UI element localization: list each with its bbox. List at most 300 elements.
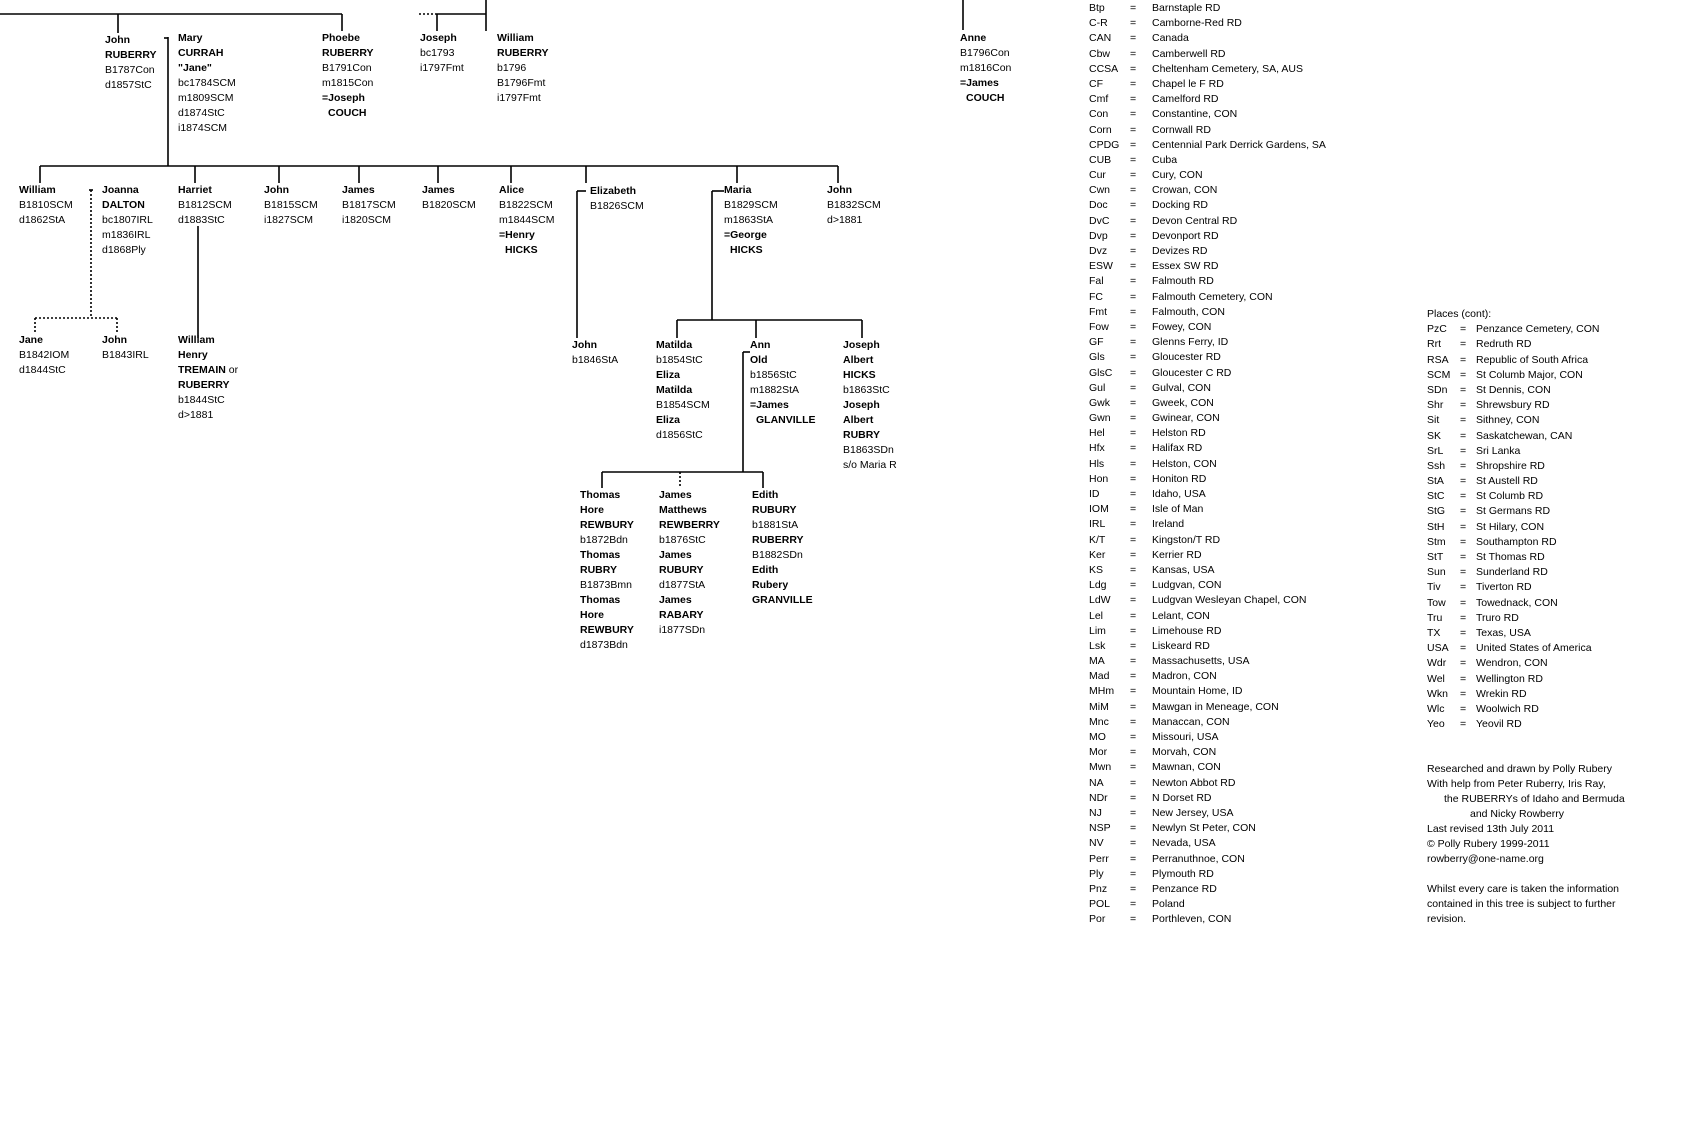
legend-row — [1089, 350, 1326, 365]
legend-place: Cury, CON — [1152, 169, 1203, 182]
person-maria — [724, 183, 778, 258]
legend-place: Nevada, USA — [1152, 837, 1216, 850]
birth: b1872Bdn — [580, 534, 628, 546]
legend-code: FC — [1089, 290, 1103, 303]
legend-equals: = — [1460, 551, 1467, 563]
birth: B1842IOM — [19, 349, 70, 361]
birth: B1843IRL — [102, 349, 149, 361]
person-john-1815 — [264, 183, 318, 228]
legend-equals: = — [1460, 642, 1467, 655]
legend-row — [1089, 214, 1326, 229]
legend-place: Mawgan in Meneage, CON — [1152, 700, 1279, 713]
legend-row — [1089, 593, 1326, 608]
legend-row — [1089, 259, 1326, 274]
legend-row — [1089, 153, 1326, 168]
death: d1877StA — [659, 579, 706, 591]
legend-code: SrL — [1427, 444, 1444, 457]
given-name: Joseph — [420, 32, 457, 44]
legend-code: MA — [1089, 655, 1105, 668]
legend-row — [1089, 806, 1326, 821]
legend-row — [1089, 47, 1326, 62]
legend-row — [1427, 504, 1600, 519]
legend-equals: = — [1460, 657, 1467, 670]
legend-equals: = — [1130, 77, 1137, 90]
legend-code: Dvz — [1089, 245, 1108, 257]
alt-given-name: James — [659, 549, 692, 561]
birth: b1846StA — [572, 354, 619, 366]
legend-code: Cmf — [1089, 93, 1109, 106]
legend-code: K/T — [1089, 533, 1106, 546]
parent-note: s/o Maria R — [843, 459, 897, 471]
marriage: m1815Con — [322, 77, 374, 89]
legend-row — [1089, 138, 1326, 153]
legend-code: C-R — [1089, 17, 1108, 30]
legend-row — [1089, 426, 1326, 441]
birth: B1832SCM — [827, 199, 881, 211]
given-name: William — [497, 32, 534, 44]
legend-code: LdW — [1089, 594, 1111, 607]
surname: DALTON — [102, 199, 145, 211]
places-cont-list — [1427, 322, 1600, 732]
legend-code: NSP — [1089, 822, 1111, 835]
legend-code: Wlc — [1427, 702, 1445, 715]
legend-row — [1089, 821, 1326, 836]
legend-equals: = — [1130, 275, 1137, 288]
legend-code: CF — [1089, 77, 1103, 90]
legend-place: St Columb RD — [1476, 490, 1544, 503]
alt-surname: RUBERRY — [752, 534, 804, 546]
legend-equals: = — [1130, 108, 1137, 121]
legend-place: Tiverton RD — [1476, 581, 1532, 594]
legend-row — [1089, 62, 1326, 77]
places-legend-continued — [1427, 307, 1600, 732]
legend-row — [1427, 398, 1600, 413]
legend-equals: = — [1130, 381, 1137, 394]
legend-place: Newlyn St Peter, CON — [1152, 822, 1256, 835]
legend-place: Southampton RD — [1476, 535, 1557, 548]
legend-place: Centennial Park Derrick Gardens, SA — [1152, 138, 1326, 151]
legend-equals: = — [1460, 490, 1467, 503]
surname: RUBURY — [752, 504, 797, 516]
alt-name-3: Eliza — [656, 414, 680, 426]
person-john-1843 — [102, 333, 149, 363]
legend-row — [1089, 92, 1326, 107]
person-james-rewberry — [659, 488, 720, 638]
legend-code: Gwn — [1089, 412, 1111, 425]
legend-place: Shrewsbury RD — [1476, 399, 1550, 412]
legend-equals: = — [1130, 639, 1137, 652]
given-name: James — [422, 184, 455, 196]
legend-place: Devizes RD — [1152, 245, 1208, 257]
legend-row — [1089, 31, 1326, 46]
legend-place: Truro RD — [1476, 611, 1519, 624]
person-jane — [19, 333, 69, 378]
legend-code: SCM — [1427, 368, 1451, 381]
legend-code: Wel — [1427, 672, 1445, 685]
revision-date: Last revised 13th July 2011 — [1427, 823, 1555, 835]
legend-place: Redruth RD — [1476, 338, 1532, 351]
legend-place: Wrekin RD — [1476, 687, 1527, 700]
legend-equals: = — [1130, 503, 1137, 516]
legend-row — [1427, 596, 1600, 611]
legend-row — [1427, 489, 1600, 504]
burial: i1827SCM — [264, 214, 314, 226]
legend-row — [1089, 533, 1326, 548]
death: d1883StC — [178, 214, 225, 226]
legend-place: Constantine, CON — [1152, 108, 1238, 121]
legend-place: St Thomas RD — [1476, 551, 1545, 563]
legend-row — [1089, 441, 1326, 456]
legend-code: Corn — [1089, 123, 1112, 136]
legend-row — [1089, 791, 1326, 806]
given-name: James — [342, 184, 375, 196]
legend-equals: = — [1130, 396, 1137, 409]
legend-equals: = — [1130, 822, 1137, 835]
alt-surname-2: RABARY — [659, 609, 704, 621]
legend-place: Kingston/T RD — [1152, 533, 1221, 546]
legend-code: Fow — [1089, 320, 1109, 333]
legend-equals: = — [1460, 323, 1467, 336]
legend-code: NA — [1089, 776, 1104, 789]
legend-place: Penzance Cemetery, CON — [1476, 323, 1600, 336]
legend-place: Wendron, CON — [1476, 657, 1548, 670]
birth: bc1807IRL — [102, 214, 153, 226]
legend-row — [1089, 548, 1326, 563]
legend-row — [1089, 624, 1326, 639]
spouse-name: =James — [750, 399, 789, 411]
legend-place: Plymouth RD — [1152, 867, 1214, 880]
legend-code: NV — [1089, 837, 1104, 850]
middle-name: Matthews — [659, 504, 707, 516]
given-name: Anne — [960, 32, 987, 44]
legend-code: IOM — [1089, 503, 1109, 516]
legend-equals: = — [1130, 169, 1137, 182]
legend-place: St Dennis, CON — [1476, 383, 1551, 396]
legend-equals: = — [1130, 17, 1137, 30]
legend-place: Massachusetts, USA — [1152, 655, 1250, 668]
legend-row — [1427, 337, 1600, 352]
legend-code: Wdr — [1427, 657, 1447, 670]
alt-name: Eliza — [656, 369, 680, 381]
spouse-surname: COUCH — [328, 107, 367, 119]
legend-row — [1089, 852, 1326, 867]
legend-equals: = — [1460, 672, 1467, 685]
legend-code: Ply — [1089, 867, 1104, 880]
legend-equals: = — [1460, 596, 1467, 609]
legend-code: Lsk — [1089, 639, 1106, 652]
legend-row — [1427, 383, 1600, 398]
person-alice — [499, 183, 554, 258]
legend-row — [1427, 459, 1600, 474]
legend-code: IRL — [1089, 518, 1106, 531]
legend-place: Republic of South Africa — [1476, 353, 1589, 366]
married-surname: GRANVILLE — [752, 594, 813, 606]
legend-code: Gls — [1089, 351, 1105, 364]
birth: bc1793 — [420, 47, 455, 59]
legend-equals: = — [1130, 898, 1137, 911]
burial: i1797Fmt — [420, 62, 464, 74]
legend-equals: = — [1130, 731, 1137, 743]
birth: B1829SCM — [724, 199, 778, 211]
legend-place: Morvah, CON — [1152, 746, 1217, 759]
person-harriet — [178, 183, 232, 228]
legend-place: Isle of Man — [1152, 503, 1204, 516]
legend-row — [1089, 168, 1326, 183]
legend-code: Stm — [1427, 535, 1446, 548]
legend-equals: = — [1130, 290, 1137, 303]
given-name: William — [178, 334, 215, 346]
birth-alt: B1882SDn — [752, 549, 803, 561]
legend-row — [1089, 274, 1326, 289]
legend-place: Falmouth, CON — [1152, 305, 1225, 318]
legend-place: Newton Abbot RD — [1152, 776, 1236, 789]
birth-alt: B1863SDn — [843, 444, 894, 456]
legend-place: Kerrier RD — [1152, 548, 1202, 561]
legend-row — [1089, 244, 1326, 259]
legend-place: Docking RD — [1152, 199, 1209, 212]
legend-equals: = — [1130, 260, 1137, 273]
death: d>1881 — [827, 214, 863, 226]
surname: RUBERRY — [322, 47, 374, 59]
legend-row — [1427, 368, 1600, 383]
legend-equals: = — [1130, 776, 1137, 789]
legend-row — [1089, 411, 1326, 426]
legend-equals: = — [1130, 700, 1137, 713]
legend-row — [1089, 745, 1326, 760]
legend-code: CCSA — [1089, 62, 1119, 75]
given-name: Harriet — [178, 184, 212, 196]
legend-code: StT — [1427, 551, 1444, 563]
legend-code: GlsC — [1089, 366, 1113, 379]
legend-place: New Jersey, USA — [1152, 806, 1234, 819]
legend-code: Lel — [1089, 609, 1104, 622]
birth: b1856StC — [750, 369, 797, 381]
legend-code: MO — [1089, 731, 1106, 743]
person-william-1810 — [19, 183, 73, 228]
legend-place: Saskatchewan, CAN — [1476, 429, 1573, 442]
legend-place: Chapel le F RD — [1152, 77, 1224, 90]
legend-equals: = — [1460, 581, 1467, 594]
legend-equals: = — [1460, 459, 1467, 472]
person-matilda — [656, 338, 710, 443]
legend-code: Pnz — [1089, 882, 1108, 895]
marriage: m1836IRL — [102, 229, 151, 241]
middle-name: Henry — [178, 349, 208, 361]
legend-code: Doc — [1089, 199, 1108, 212]
legend-equals: = — [1460, 718, 1467, 731]
legend-row — [1427, 580, 1600, 595]
contact-email: rowberry@one-name.org — [1427, 853, 1544, 865]
legend-place: Missouri, USA — [1152, 731, 1219, 743]
legend-equals: = — [1130, 305, 1137, 318]
person-thomas-rewbury — [580, 488, 634, 653]
spouse-surname: HICKS — [505, 244, 538, 256]
given-name: Edith — [752, 489, 779, 501]
legend-equals: = — [1130, 882, 1137, 895]
legend-equals: = — [1130, 123, 1137, 136]
legend-place: Ireland — [1152, 518, 1185, 531]
surname: Old — [750, 354, 768, 366]
spouse-surname: COUCH — [966, 92, 1005, 104]
legend-equals: = — [1130, 563, 1137, 576]
legend-equals: = — [1460, 414, 1467, 427]
given-name: Jane — [19, 334, 43, 346]
legend-row — [1089, 183, 1326, 198]
given-name: William — [19, 184, 56, 196]
legend-place: Devonport RD — [1152, 229, 1219, 242]
legend-equals: = — [1460, 505, 1467, 518]
legend-row — [1427, 565, 1600, 580]
alt-surname: RUBURY — [659, 564, 704, 576]
legend-code: Tiv — [1427, 581, 1441, 594]
legend-equals: = — [1130, 336, 1137, 349]
credit-line: Researched and drawn by Polly Rubery — [1427, 763, 1613, 775]
legend-code: CUB — [1089, 153, 1112, 166]
person-john-1846 — [572, 338, 618, 368]
legend-equals: = — [1460, 368, 1467, 381]
legend-equals: = — [1130, 229, 1137, 242]
legend-equals: = — [1130, 837, 1137, 850]
legend-place: Ludgvan, CON — [1152, 579, 1222, 592]
legend-place: St Hilary, CON — [1476, 520, 1545, 533]
legend-place: N Dorset RD — [1152, 791, 1212, 804]
legend-code: Btp — [1089, 2, 1105, 14]
legend-equals: = — [1460, 383, 1467, 396]
legend-equals: = — [1460, 520, 1467, 533]
legend-code: DvC — [1089, 214, 1110, 227]
legend-equals: = — [1130, 412, 1137, 425]
legend-code: KS — [1089, 563, 1104, 576]
legend-row — [1427, 444, 1600, 459]
legend-row — [1427, 535, 1600, 550]
legend-row — [1089, 867, 1326, 882]
legend-row — [1089, 517, 1326, 532]
legend-place: Woolwich RD — [1476, 702, 1539, 715]
legend-row — [1427, 550, 1600, 565]
legend-place: Falmouth Cemetery, CON — [1152, 290, 1273, 303]
person-joanna-dalton — [102, 183, 153, 258]
legend-code: Hon — [1089, 472, 1109, 485]
legend-equals: = — [1460, 353, 1467, 366]
legend-place: Ludgvan Wesleyan Chapel, CON — [1152, 594, 1307, 607]
legend-equals: = — [1130, 715, 1137, 728]
alt-given-name-2: James — [659, 594, 692, 606]
legend-place: Idaho, USA — [1152, 488, 1206, 500]
alt-surname-2: Rubery — [752, 579, 789, 591]
given-name: John — [102, 334, 128, 346]
legend-row — [1089, 730, 1326, 745]
legend-code: Mad — [1089, 670, 1110, 683]
legend-place: Porthleven, CON — [1152, 913, 1232, 926]
legend-equals: = — [1460, 626, 1467, 639]
spouse-name: =James — [960, 77, 999, 89]
legend-code: Mor — [1089, 746, 1108, 759]
legend-place: Falmouth RD — [1152, 275, 1214, 288]
death: d1868Ply — [102, 244, 146, 256]
legend-equals: = — [1130, 366, 1137, 379]
legend-place: Crowan, CON — [1152, 184, 1218, 197]
legend-place: Camborne-Red RD — [1152, 17, 1242, 30]
alt-middle-name: Albert — [843, 414, 874, 426]
legend-row — [1089, 700, 1326, 715]
legend-code: Hfx — [1089, 442, 1105, 455]
person-anne — [960, 31, 1011, 106]
given-name: James — [659, 489, 692, 501]
marriage: m1809SCM — [178, 92, 234, 104]
alt-given-name-2: Thomas — [580, 594, 621, 606]
legend-equals: = — [1130, 624, 1137, 637]
legend-code: MiM — [1089, 700, 1109, 713]
legend-place: Penzance RD — [1152, 882, 1217, 895]
legend-row — [1089, 882, 1326, 897]
legend-code: Hls — [1089, 457, 1105, 470]
alt-given-name: Thomas — [580, 549, 621, 561]
legend-row — [1089, 578, 1326, 593]
legend-place: Shropshire RD — [1476, 459, 1545, 472]
legend-code: POL — [1089, 898, 1111, 911]
legend-equals: = — [1130, 579, 1137, 592]
legend-place: Manaccan, CON — [1152, 715, 1230, 728]
legend-place: Fowey, CON — [1152, 320, 1212, 333]
person-james-1817 — [342, 183, 396, 228]
legend-row — [1427, 702, 1600, 717]
legend-row — [1089, 639, 1326, 654]
legend-row — [1089, 335, 1326, 350]
legend-row — [1427, 687, 1600, 702]
legend-code: Cur — [1089, 169, 1106, 182]
surname-line — [178, 363, 238, 378]
marriage: m1816Con — [960, 62, 1012, 74]
legend-equals: = — [1130, 746, 1137, 759]
person-elizabeth — [590, 184, 644, 214]
legend-equals: = — [1460, 535, 1467, 548]
given-name: John — [264, 184, 290, 196]
legend-row — [1089, 77, 1326, 92]
legend-code: Wkn — [1427, 687, 1448, 700]
legend-place: Gloucester RD — [1152, 351, 1221, 364]
person-james-1820 — [422, 183, 476, 213]
marriage: m1844SCM — [499, 214, 555, 226]
legend-place: Gwinear, CON — [1152, 412, 1220, 425]
given-name: Joanna — [102, 184, 139, 196]
legend-place: Kansas, USA — [1152, 563, 1215, 576]
legend-row — [1089, 320, 1326, 335]
disclaimer-line: contained in this tree is subject to further — [1427, 898, 1616, 910]
birth: B1796Con — [960, 47, 1010, 59]
legend-place: St Columb Major, CON — [1476, 368, 1583, 381]
legend-equals: = — [1130, 47, 1137, 60]
legend-place: Canada — [1152, 32, 1189, 45]
legend-place: Cheltenham Cemetery, SA, AUS — [1152, 62, 1303, 75]
legend-code: Mnc — [1089, 715, 1109, 728]
birth: b1854StC — [656, 354, 703, 366]
legend-row — [1089, 760, 1326, 775]
alt-surname: RUBERRY — [178, 379, 230, 391]
given-name: Elizabeth — [590, 185, 637, 197]
alt-middle-name-2: Hore — [580, 609, 604, 621]
places-cont-title: Places (cont): — [1427, 308, 1492, 320]
legend-row — [1427, 520, 1600, 535]
birth: B1815SCM — [264, 199, 318, 211]
surname: TREMAIN — [178, 364, 226, 376]
legend-place: Gweek, CON — [1152, 396, 1214, 409]
burial: i1877SDn — [659, 624, 706, 636]
legend-place: Sithney, CON — [1476, 414, 1540, 427]
birth: B1791Con — [322, 62, 372, 74]
legend-row — [1089, 290, 1326, 305]
legend-equals: = — [1460, 566, 1467, 579]
alt-given-name: Edith — [752, 564, 779, 576]
